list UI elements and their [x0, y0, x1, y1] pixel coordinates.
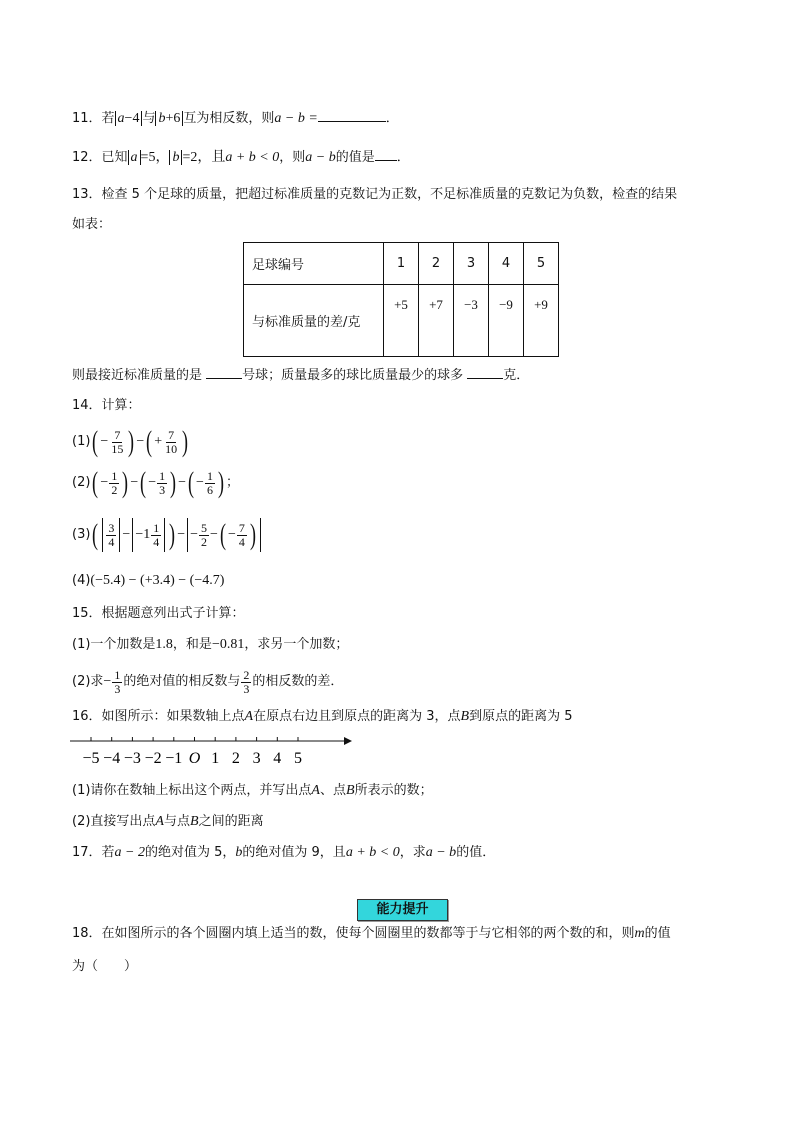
answer-blank[interactable]	[467, 366, 503, 379]
table-header-id: 足球编号	[244, 243, 384, 285]
q15-part2: (2)求 − $\frac{1}{3}$ 的绝对值的相反数与 $\frac{2}{3}$ 的相反数的差．	[72, 667, 344, 696]
table-header-diff: 与标准质量的差/克	[244, 285, 384, 357]
number-line-label: −2	[144, 750, 162, 767]
question-13-line1: 13．检查 5 个足球的质量，把超过标准质量的克数记为正数，不足标准质量的克数记为负数，检查的结果	[72, 187, 678, 202]
number-line	[70, 731, 360, 771]
answer-blank[interactable]	[318, 109, 386, 122]
table-row: 足球编号 1 2 3 4 5	[244, 243, 559, 285]
q16-part1: (1)请你在数轴上标出这个两点，并写出点A、点B所表示的数；	[72, 783, 433, 798]
question-15-title: 15．根据题意列出式子计算：	[72, 606, 245, 621]
abs-a-minus-4: a−4	[115, 111, 143, 126]
question-13-answer: 则最接近标准质量的是 号球；质量最多的球比质量最少的球多 克．	[72, 368, 530, 383]
q14-part4: (4)(−5.4) − (+3.4) − (−4.7)	[72, 573, 225, 588]
number-line-label: 4	[273, 750, 282, 767]
q14-part3: (3) ( $\frac{3}{4}$ − − 1 $\frac{1}{4}$ ) − − $\frac{5}{2}$ − ( − $\frac{7}{4}$ )	[72, 515, 263, 555]
number-line-label: −1	[165, 750, 183, 767]
arrow-icon	[344, 737, 352, 745]
q14-part2: (2) ( − $\frac{1}{2}$ ) − ( − $\frac{1}{3}$ ) − ( − $\frac{1}{6}$ ) ；	[72, 466, 239, 499]
question-16: 16．如图所示：如果数轴上点A在原点右边且到原点的距离为 3，点B到原点的距离为 5	[72, 709, 573, 724]
question-14-title: 14．计算：	[72, 398, 141, 413]
q14-part1: (1) ( − $\frac{7}{15}$ ) − ( + $\frac{7}{10}$ )	[72, 425, 189, 458]
section-badge: 能力提升	[357, 899, 448, 921]
number-line-label: 1	[211, 750, 220, 767]
number-line-label: 2	[231, 750, 240, 767]
football-table	[243, 242, 559, 357]
question-13-line2: 如表：	[72, 217, 112, 232]
number-line-label: O	[188, 750, 201, 767]
question-11: 11．若 a−4 与 b+6 互为相反数，则a − b = ．	[72, 111, 399, 126]
number-line-label: −5	[82, 750, 100, 767]
number-line-label: 3	[252, 750, 261, 767]
answer-blank[interactable]	[206, 366, 242, 379]
q16-part2: (2)直接写出点A与点B之间的距离	[72, 814, 264, 829]
number-line-label: 5	[294, 750, 302, 767]
question-12: 12．已知 a =5， b =2，且a + b < 0，则a − b的值是 ．	[72, 150, 410, 165]
answer-blank[interactable]	[375, 148, 397, 161]
q15-part1: (1)一个加数是1.8，和是−0.81，求另一个加数；	[72, 637, 349, 652]
table-row: 与标准质量的差/克 +5 +7 −3 −9 +9	[244, 285, 559, 357]
number-line-label: −4	[103, 750, 121, 767]
number-line-label: −3	[123, 750, 141, 767]
abs-b-plus-6: b+6	[155, 111, 183, 126]
question-18-line1: 18．在如图所示的各个圆圈内填上适当的数，使每个圆圈里的数都等于与它相邻的两个数的和，则m的值	[72, 926, 671, 941]
question-18-line2: 为（ ）	[72, 959, 138, 974]
question-17: 17．若a − 2的绝对值为 5，b的绝对值为 9，且a + b < 0，求a − b的值．	[72, 845, 496, 860]
